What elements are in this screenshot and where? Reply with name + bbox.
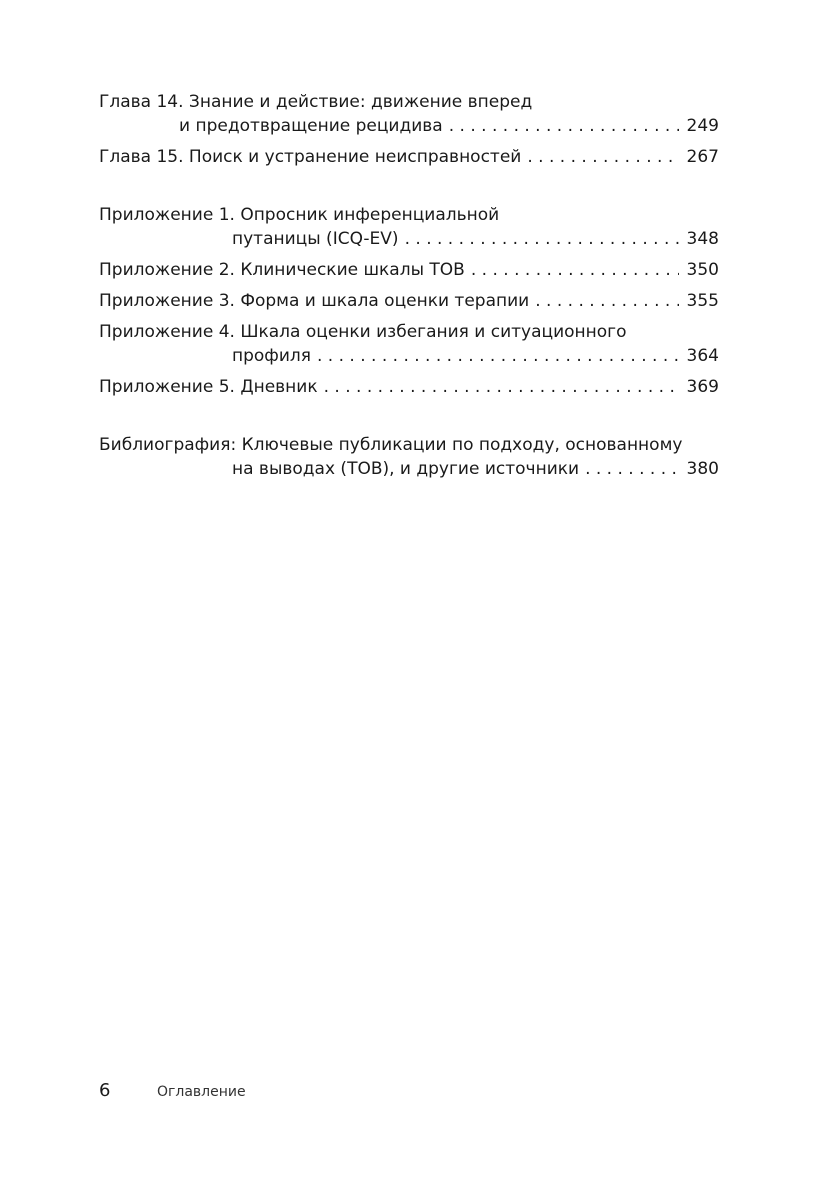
toc-page-number: 355	[686, 291, 719, 311]
toc-entry-title: Глава 15. Поиск и устранение неисправностей	[99, 147, 522, 167]
dot-leader	[449, 114, 679, 138]
toc-entry-title: Глава 14. Знание и действие: движение вперед	[99, 92, 533, 112]
toc-page-number: 369	[686, 377, 719, 397]
toc-entry-chapter-15[interactable]	[99, 145, 719, 169]
section-spacer	[99, 406, 719, 433]
toc-entry-appendix-3[interactable]	[99, 289, 719, 313]
toc-entry-title: Приложение 3. Форма и шкала оценки терапии	[99, 291, 530, 311]
toc-entry-title: Приложение 1. Опросник инференциальной	[99, 205, 500, 225]
toc-entry-appendix-4[interactable]	[99, 320, 719, 368]
toc-page-number: 267	[686, 147, 719, 167]
toc-entry-appendix-2[interactable]	[99, 258, 719, 282]
toc-entry-title-continued: и предотвращение рецидива	[179, 116, 443, 136]
toc-entry-title: Приложение 4. Шкала оценки избегания и ситуационного	[99, 322, 627, 342]
running-footer-title: Оглавление	[157, 1084, 246, 1100]
dot-leader	[585, 457, 679, 481]
toc-page-number: 350	[686, 260, 719, 280]
toc-page-number: 348	[686, 229, 719, 249]
dot-leader	[405, 227, 679, 251]
toc-page-number: 249	[686, 116, 719, 136]
toc-entry-appendix-5[interactable]	[99, 375, 719, 399]
toc-page-number: 364	[686, 346, 719, 366]
page-footer	[99, 1080, 246, 1101]
toc-entry-appendix-1[interactable]	[99, 203, 719, 251]
toc-entry-bibliography[interactable]	[99, 433, 719, 481]
toc-entry-chapter-14[interactable]	[99, 90, 719, 138]
dot-leader	[324, 375, 679, 399]
dot-leader	[471, 258, 679, 282]
toc-entry-title: Приложение 2. Клинические шкалы ТОВ	[99, 260, 465, 280]
dot-leader	[317, 344, 679, 368]
section-spacer	[99, 176, 719, 203]
page-number: 6	[99, 1080, 111, 1101]
dot-leader	[527, 145, 679, 169]
toc-entry-title-continued: на выводах (ТОВ), и другие источники	[232, 459, 580, 479]
dot-leader	[535, 289, 679, 313]
toc-page-number: 380	[686, 459, 719, 479]
table-of-contents	[99, 90, 719, 488]
toc-entry-title: Библиография: Ключевые публикации по подходу, основанному	[99, 435, 683, 455]
toc-entry-title: Приложение 5. Дневник	[99, 377, 318, 397]
toc-entry-title-continued: путаницы (ICQ-EV)	[232, 229, 399, 249]
toc-entry-title-continued: профиля	[232, 346, 311, 366]
